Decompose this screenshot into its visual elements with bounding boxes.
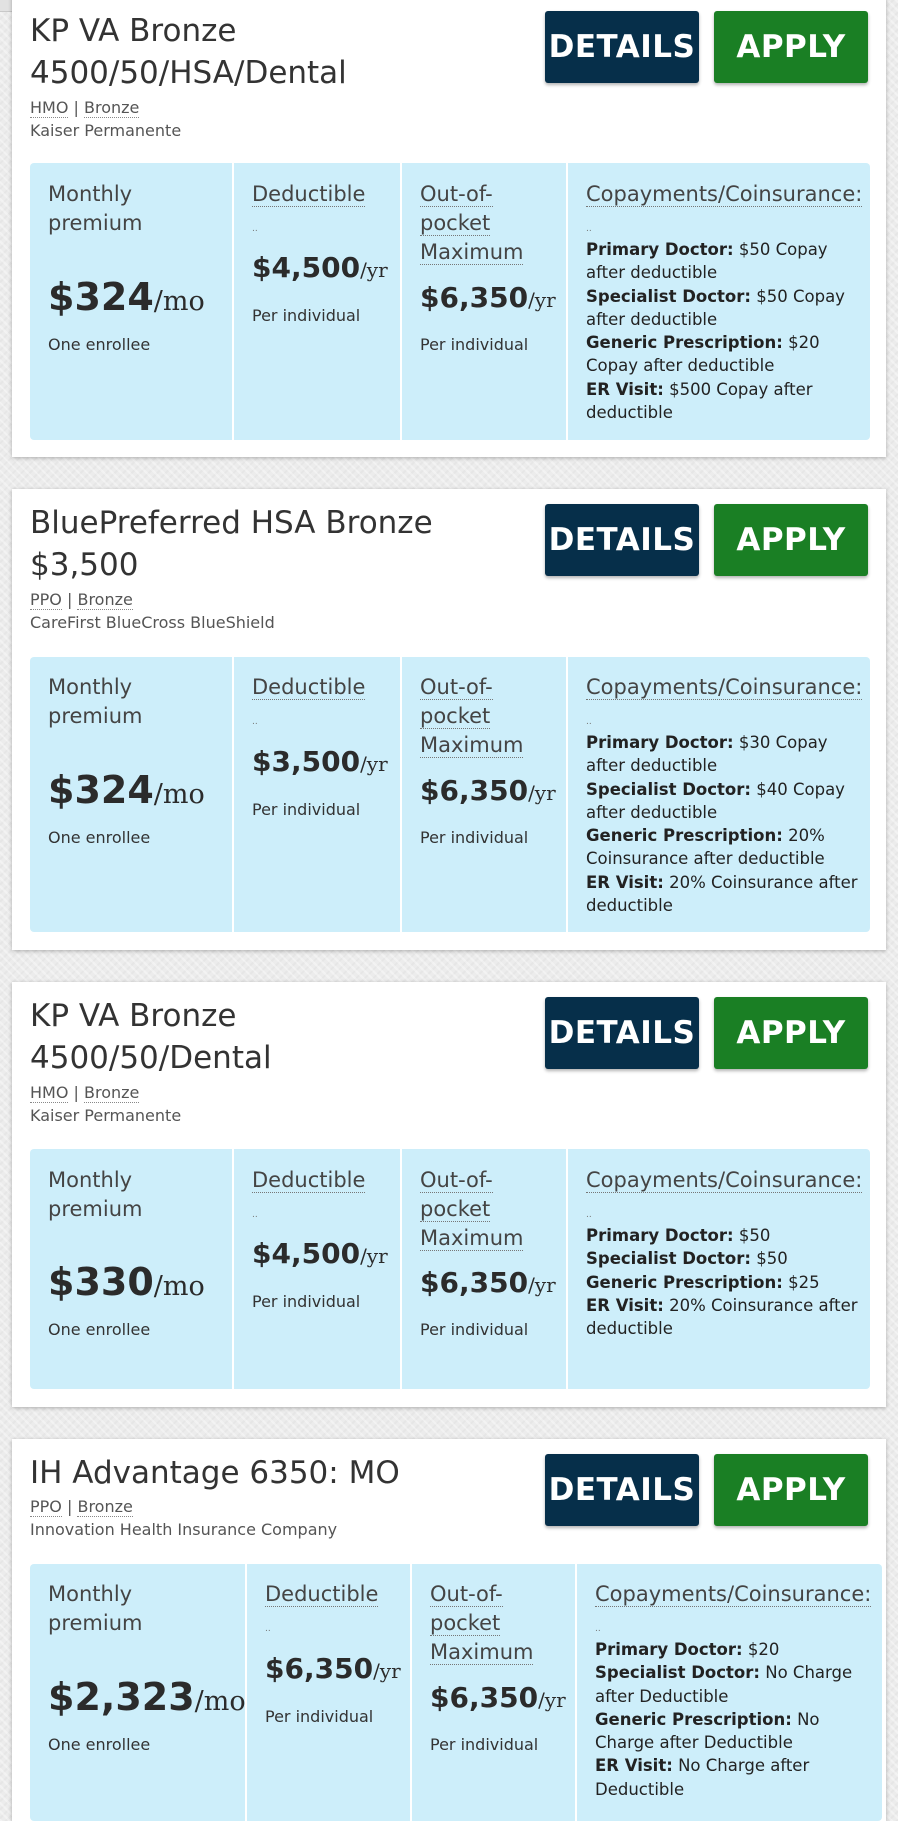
copay-er: ER Visit: 20% Coinsurance after deductible	[586, 872, 858, 916]
plan-carrier: CareFirst BlueCross BlueShield	[30, 613, 275, 632]
copay-label[interactable]: Copayments/Coinsurance:	[595, 1582, 872, 1606]
copay-list	[586, 731, 858, 917]
deductible-note: Per individual	[252, 306, 361, 325]
deductible-amount: $3,500/yr	[252, 745, 388, 778]
oop-amount: $6,350/yr	[420, 1266, 556, 1299]
apply-button[interactable]: APPLY	[714, 504, 868, 576]
info-dots: ..	[595, 1624, 601, 1634]
deductible-column	[232, 163, 400, 440]
oop-column	[400, 1149, 566, 1389]
monthly-premium-label: Monthly premium	[48, 1168, 143, 1221]
plan-metal-tier[interactable]: Bronze	[84, 98, 140, 117]
deductible-column	[232, 1149, 400, 1389]
plan-title: KP VA Bronze 4500/50/HSA/Dental	[30, 13, 347, 91]
apply-button[interactable]: APPLY	[714, 1454, 868, 1526]
plan-carrier: Kaiser Permanente	[30, 121, 182, 140]
oop-label[interactable]: Out-of-pocket Maximum	[420, 182, 524, 264]
oop-column	[410, 1564, 575, 1821]
meta-separator: |	[73, 98, 79, 117]
deductible-note: Per individual	[252, 800, 361, 819]
deductible-note: Per individual	[252, 1292, 361, 1311]
copay-list	[586, 238, 858, 424]
info-dots: ..	[586, 717, 592, 727]
oop-amount: $6,350/yr	[420, 281, 556, 314]
copay-primary: Primary Doctor: $20	[595, 1640, 780, 1659]
plan-meta	[30, 1495, 133, 1518]
copay-primary: Primary Doctor: $50	[586, 1226, 771, 1245]
info-dots: ..	[586, 224, 592, 234]
plan-summary-panel	[30, 1149, 870, 1389]
plan-carrier: Kaiser Permanente	[30, 1106, 182, 1125]
meta-separator: |	[66, 590, 73, 609]
oop-note: Per individual	[420, 828, 529, 847]
details-button[interactable]: DETAILS	[545, 1454, 699, 1526]
oop-column	[400, 657, 566, 932]
plan-title: KP VA Bronze 4500/50/Dental	[30, 998, 272, 1076]
plan-carrier: Innovation Health Insurance Company	[30, 1520, 338, 1539]
plan-card	[12, 0, 886, 457]
deductible-label[interactable]: Deductible	[252, 1168, 366, 1192]
copay-generic-rx: Generic Prescription: No Charge after Deductible	[595, 1709, 820, 1753]
oop-note: Per individual	[420, 335, 529, 354]
premium-amount: $330/mo	[48, 1260, 205, 1304]
copay-column	[566, 1149, 870, 1389]
deductible-label[interactable]: Deductible	[252, 675, 366, 699]
plan-summary-panel	[30, 163, 870, 440]
copay-generic-rx: Generic Prescription: 20% Coinsurance after deductible	[586, 826, 825, 869]
premium-amount: $2,323/mo	[48, 1675, 246, 1719]
info-dots: ..	[586, 1210, 592, 1220]
monthly-premium-label: Monthly premium	[48, 182, 143, 235]
premium-note: One enrollee	[48, 1735, 151, 1754]
copay-list	[595, 1638, 870, 1801]
copay-label[interactable]: Copayments/Coinsurance:	[586, 182, 863, 206]
copay-primary: Primary Doctor: $50 Copay after deductible	[586, 240, 828, 283]
copay-generic-rx: Generic Prescription: $20 Copay after deductible	[586, 333, 820, 376]
plan-title: IH Advantage 6350: MO	[30, 1455, 400, 1491]
oop-label[interactable]: Out-of-pocket Maximum	[420, 675, 524, 757]
plan-network[interactable]: HMO	[30, 1083, 69, 1102]
plan-network[interactable]: PPO	[30, 1497, 62, 1516]
copay-er: ER Visit: No Charge after Deductible	[595, 1756, 810, 1799]
oop-amount: $6,350/yr	[430, 1681, 566, 1714]
copay-specialist: Specialist Doctor: No Charge after Deductible	[595, 1663, 853, 1706]
plan-metal-tier[interactable]: Bronze	[77, 590, 133, 609]
plan-network[interactable]: HMO	[30, 98, 69, 117]
meta-separator: |	[66, 1497, 73, 1516]
monthly-premium-column	[30, 657, 232, 932]
deductible-amount: $6,350/yr	[265, 1652, 401, 1685]
copay-specialist: Specialist Doctor: $40 Copay after deductible	[586, 779, 845, 822]
apply-button[interactable]: APPLY	[714, 997, 868, 1069]
plan-metal-tier[interactable]: Bronze	[84, 1083, 140, 1102]
oop-note: Per individual	[420, 1320, 529, 1339]
deductible-label[interactable]: Deductible	[265, 1582, 379, 1606]
copay-specialist: Specialist Doctor: $50	[586, 1249, 788, 1269]
plan-summary-panel	[30, 1564, 882, 1821]
plan-title: BluePreferred HSA Bronze $3,500	[30, 505, 433, 583]
monthly-premium-column	[30, 1149, 232, 1389]
info-dots: ..	[252, 717, 258, 727]
plan-meta	[30, 1081, 139, 1104]
deductible-column	[232, 657, 400, 932]
details-button[interactable]: DETAILS	[545, 504, 699, 576]
copay-label[interactable]: Copayments/Coinsurance:	[586, 1168, 863, 1192]
details-button[interactable]: DETAILS	[545, 11, 699, 83]
monthly-premium-label: Monthly premium	[48, 675, 143, 728]
plan-card	[12, 1439, 886, 1821]
oop-note: Per individual	[430, 1735, 539, 1754]
plan-card	[12, 489, 886, 950]
apply-button[interactable]: APPLY	[714, 11, 868, 83]
oop-amount: $6,350/yr	[420, 774, 556, 807]
copay-list	[586, 1224, 858, 1340]
plan-network[interactable]: PPO	[30, 590, 62, 609]
deductible-amount: $4,500/yr	[252, 251, 388, 284]
info-dots: ..	[252, 1210, 258, 1220]
deductible-label[interactable]: Deductible	[252, 182, 366, 206]
premium-note: One enrollee	[48, 1320, 151, 1339]
deductible-column	[245, 1564, 410, 1821]
copay-specialist: Specialist Doctor: $50 Copay after deductible	[586, 286, 845, 329]
copay-primary: Primary Doctor: $30 Copay after deductible	[586, 733, 828, 776]
plan-card	[12, 982, 886, 1407]
deductible-amount: $4,500/yr	[252, 1237, 388, 1270]
info-dots: ..	[252, 224, 258, 234]
details-button[interactable]: DETAILS	[545, 997, 699, 1069]
plan-summary-panel	[30, 657, 870, 932]
premium-note: One enrollee	[48, 335, 151, 354]
premium-amount: $324/mo	[48, 768, 205, 812]
plan-metal-tier[interactable]: Bronze	[77, 1497, 133, 1516]
oop-column	[400, 163, 566, 440]
monthly-premium-column	[30, 1564, 245, 1821]
oop-label[interactable]: Out-of-pocket Maximum	[430, 1582, 534, 1664]
copay-column	[566, 163, 870, 440]
info-dots: ..	[265, 1624, 271, 1634]
premium-amount: $324/mo	[48, 275, 205, 319]
deductible-note: Per individual	[265, 1707, 374, 1726]
premium-note: One enrollee	[48, 828, 151, 847]
copay-er: ER Visit: 20% Coinsurance after deductible	[586, 1295, 858, 1339]
copay-generic-rx: Generic Prescription: $25	[586, 1272, 820, 1292]
oop-label[interactable]: Out-of-pocket Maximum	[420, 1168, 524, 1250]
plan-meta	[30, 96, 139, 119]
copay-column	[566, 657, 870, 932]
meta-separator: |	[73, 1083, 79, 1102]
monthly-premium-label: Monthly premium	[48, 1582, 143, 1635]
copay-label[interactable]: Copayments/Coinsurance:	[586, 675, 863, 699]
plan-meta	[30, 588, 133, 611]
copay-er: ER Visit: $500 Copay after deductible	[586, 379, 813, 423]
monthly-premium-column	[30, 163, 232, 440]
copay-column	[575, 1564, 882, 1821]
